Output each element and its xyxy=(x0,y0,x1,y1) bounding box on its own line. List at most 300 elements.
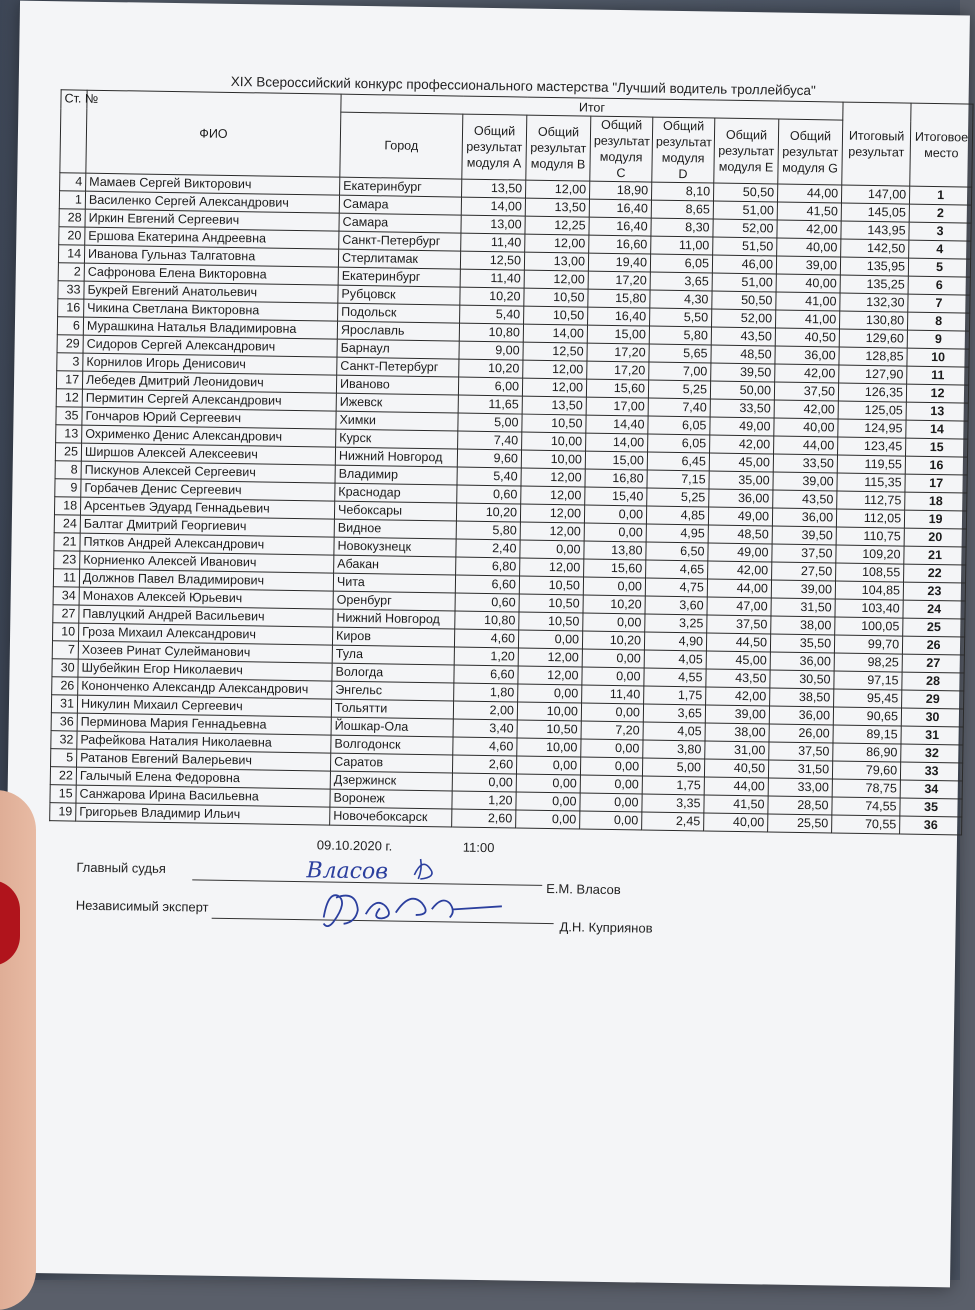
cell-module-a: 4,60 xyxy=(453,737,517,756)
cell-module-b: 10,50 xyxy=(519,594,583,613)
cell-place: 14 xyxy=(906,420,968,439)
cell-number: 28 xyxy=(59,209,85,227)
cell-module-c: 11,40 xyxy=(582,685,644,704)
cell-module-a: 5,40 xyxy=(457,467,521,486)
header-subtitle: Итог xyxy=(341,94,843,120)
cell-city: Санкт-Петербург xyxy=(339,231,461,251)
cell-module-a: 5,40 xyxy=(460,305,524,324)
cell-module-e: 37,50 xyxy=(707,615,771,634)
cell-module-g: 31,50 xyxy=(768,760,832,779)
cell-module-c: 0,00 xyxy=(582,667,644,686)
cell-module-e: 42,00 xyxy=(708,561,772,580)
cell-module-g: 37,50 xyxy=(774,382,838,401)
cell-place: 9 xyxy=(907,330,969,349)
cell-module-b: 12,00 xyxy=(524,270,588,289)
cell-place: 2 xyxy=(909,204,971,223)
cell-module-d: 4,95 xyxy=(646,524,708,543)
cell-module-g: 36,00 xyxy=(770,652,834,671)
cell-module-d: 4,55 xyxy=(644,668,706,687)
cell-module-d: 3,35 xyxy=(642,794,704,813)
cell-city: Абакан xyxy=(334,555,456,575)
cell-module-e: 38,00 xyxy=(705,723,769,742)
header-module-d: Общий результат модуля D xyxy=(652,117,715,183)
cell-module-e: 43,50 xyxy=(706,669,770,688)
cell-module-e: 36,00 xyxy=(709,489,773,508)
cell-total: 74,55 xyxy=(832,797,900,816)
cell-module-c: 0,00 xyxy=(584,523,646,542)
cell-module-g: 36,00 xyxy=(772,508,836,527)
cell-module-a: 9,60 xyxy=(457,449,521,468)
cell-total: 147,00 xyxy=(842,185,910,204)
cell-total: 110,75 xyxy=(836,527,904,546)
cell-module-d: 3,25 xyxy=(645,614,707,633)
cell-module-d: 4,65 xyxy=(646,560,708,579)
chief-judge-signature xyxy=(302,851,453,889)
cell-module-b: 12,00 xyxy=(518,666,582,685)
cell-module-b: 12,00 xyxy=(518,648,582,667)
cell-module-a: 5,00 xyxy=(458,413,522,432)
chief-judge-signature-text: Власов xyxy=(306,858,389,885)
cell-name: Перминова Мария Геннадьевна xyxy=(77,713,331,735)
cell-module-c: 15,80 xyxy=(588,289,650,308)
cell-place: 33 xyxy=(900,762,962,781)
cell-module-g: 40,00 xyxy=(776,274,840,293)
cell-module-c: 17,00 xyxy=(586,397,648,416)
cell-city: Саратов xyxy=(330,753,452,773)
cell-name: Иркин Евгений Сергеевич xyxy=(85,209,339,231)
cell-name: Иванова Гульназ Талгатовна xyxy=(84,245,338,267)
cell-module-e: 33,50 xyxy=(710,399,774,418)
cell-place: 12 xyxy=(906,384,968,403)
cell-module-d: 3,65 xyxy=(643,704,705,723)
cell-place: 8 xyxy=(908,312,970,331)
cell-number: 22 xyxy=(50,767,76,785)
cell-module-e: 44,00 xyxy=(707,579,771,598)
cell-module-b: 13,00 xyxy=(524,252,588,271)
cell-name: Рафейкова Наталия Николаевна xyxy=(77,731,331,753)
cell-module-g: 42,00 xyxy=(775,364,839,383)
cell-total: 99,70 xyxy=(834,635,902,654)
cell-module-g: 39,00 xyxy=(776,256,840,275)
cell-name: Корниенко Алексей Иванович xyxy=(80,551,334,573)
cell-place: 13 xyxy=(906,402,968,421)
cell-module-c: 16,40 xyxy=(588,307,650,326)
cell-module-d: 6,05 xyxy=(648,416,710,435)
cell-total: 145,05 xyxy=(841,203,909,222)
cell-module-d: 3,65 xyxy=(650,272,712,291)
cell-number: 27 xyxy=(53,605,79,623)
cell-module-e: 51,00 xyxy=(712,273,776,292)
cell-module-a: 2,40 xyxy=(456,539,520,558)
cell-module-b: 0,00 xyxy=(516,792,580,811)
cell-module-e: 39,50 xyxy=(711,363,775,382)
cell-module-d: 6,05 xyxy=(648,434,710,453)
cell-module-c: 18,90 xyxy=(590,181,652,200)
independent-expert-label: Независимый эксперт xyxy=(75,897,209,915)
cell-module-c: 14,40 xyxy=(586,415,648,434)
cell-module-c: 0,00 xyxy=(583,577,645,596)
cell-place: 15 xyxy=(906,438,968,457)
header-module-b: Общий результат модуля B xyxy=(526,115,591,181)
cell-module-a: 0,60 xyxy=(457,485,521,504)
cell-module-a: 2,00 xyxy=(453,701,517,720)
cell-module-d: 4,05 xyxy=(643,722,705,741)
cell-name: Горбачев Денис Сергеевич xyxy=(81,479,335,501)
results-table xyxy=(49,89,973,835)
cell-place: 3 xyxy=(909,222,971,241)
cell-number: 33 xyxy=(58,281,84,299)
cell-number: 23 xyxy=(54,551,80,569)
cell-city: Вологда xyxy=(332,663,454,683)
cell-module-g: 33,00 xyxy=(768,778,832,797)
cell-module-g: 28,50 xyxy=(768,796,832,815)
header-total: Итоговый результат xyxy=(842,102,911,186)
cell-name: Мурашкина Наталья Владимировна xyxy=(83,317,337,339)
cell-module-g: 36,00 xyxy=(769,706,833,725)
cell-number: 17 xyxy=(56,371,82,389)
cell-module-b: 12,00 xyxy=(520,558,584,577)
cell-module-c: 0,00 xyxy=(581,739,643,758)
header-city: Город xyxy=(340,112,463,179)
cell-city: Нижний Новгород xyxy=(333,609,455,629)
cell-place: 17 xyxy=(905,474,967,493)
cell-module-d: 6,45 xyxy=(647,452,709,471)
cell-module-g: 41,00 xyxy=(775,310,839,329)
cell-city: Ярославль xyxy=(337,321,459,341)
cell-module-g: 30,50 xyxy=(770,670,834,689)
cell-number: 25 xyxy=(55,443,81,461)
cell-number: 7 xyxy=(52,641,78,659)
cell-module-g: 39,00 xyxy=(773,472,837,491)
cell-module-d: 5,25 xyxy=(648,380,710,399)
cell-total: 132,30 xyxy=(840,293,908,312)
header-number: Ст. № xyxy=(60,90,87,173)
cell-module-b: 10,50 xyxy=(519,612,583,631)
cell-module-e: 31,00 xyxy=(705,741,769,760)
cell-module-e: 45,00 xyxy=(709,453,773,472)
cell-module-c: 16,40 xyxy=(589,217,651,236)
cell-city: Краснодар xyxy=(335,483,457,503)
cell-place: 24 xyxy=(903,600,965,619)
cell-module-g: 26,00 xyxy=(769,724,833,743)
cell-module-g: 40,00 xyxy=(777,238,841,257)
cell-city: Самара xyxy=(339,213,461,233)
cell-module-a: 6,00 xyxy=(458,377,522,396)
cell-module-e: 49,00 xyxy=(708,507,772,526)
cell-number: 6 xyxy=(57,317,83,335)
cell-name: Ширшов Алексей Алексеевич xyxy=(81,443,335,465)
cell-place: 31 xyxy=(901,726,963,745)
cell-module-e: 42,00 xyxy=(710,435,774,454)
cell-module-d: 11,00 xyxy=(651,236,713,255)
cell-city: Киров xyxy=(332,627,454,647)
cell-total: 125,05 xyxy=(838,401,906,420)
cell-total: 128,85 xyxy=(839,347,907,366)
cell-number: 20 xyxy=(59,227,85,245)
cell-city: Чебоксары xyxy=(334,501,456,521)
cell-number: 12 xyxy=(56,389,82,407)
cell-module-e: 40,00 xyxy=(704,813,768,832)
cell-module-e: 44,50 xyxy=(706,633,770,652)
cell-place: 20 xyxy=(904,528,966,547)
cell-module-g: 39,50 xyxy=(772,526,836,545)
cell-module-d: 3,60 xyxy=(645,596,707,615)
cell-module-c: 15,40 xyxy=(585,487,647,506)
cell-module-c: 0,00 xyxy=(584,505,646,524)
cell-module-c: 10,20 xyxy=(582,631,644,650)
cell-module-e: 47,00 xyxy=(707,597,771,616)
cell-city: Новочебоксарск xyxy=(330,807,452,827)
cell-module-d: 6,05 xyxy=(650,254,712,273)
cell-total: 115,35 xyxy=(837,473,905,492)
cell-module-c: 17,20 xyxy=(587,361,649,380)
cell-module-e: 49,00 xyxy=(708,543,772,562)
cell-module-c: 15,00 xyxy=(585,451,647,470)
cell-city: Иваново xyxy=(336,375,458,395)
cell-name: Сидоров Сергей Александрович xyxy=(83,335,337,357)
cell-place: 28 xyxy=(902,672,964,691)
cell-place: 4 xyxy=(909,240,971,259)
cell-place: 6 xyxy=(908,276,970,295)
cell-number: 19 xyxy=(50,803,76,821)
cell-name: Охрименко Денис Александрович xyxy=(82,425,336,447)
cell-module-d: 7,00 xyxy=(649,362,711,381)
cell-number: 1 xyxy=(59,191,85,209)
cell-city: Владимир xyxy=(335,465,457,485)
cell-place: 23 xyxy=(903,582,965,601)
cell-place: 11 xyxy=(907,366,969,385)
document-date: 09.10.2020 г. xyxy=(316,837,393,854)
cell-module-a: 10,80 xyxy=(455,611,519,630)
cell-module-b: 0,00 xyxy=(520,540,584,559)
cell-module-d: 3,80 xyxy=(643,740,705,759)
cell-city: Оренбург xyxy=(333,591,455,611)
cell-module-c: 0,00 xyxy=(580,757,642,776)
cell-place: 16 xyxy=(905,456,967,475)
cell-module-b: 0,00 xyxy=(516,756,580,775)
cell-module-b: 10,50 xyxy=(519,576,583,595)
cell-name: Галычый Елена Федоровна xyxy=(76,767,330,789)
hand-holding-sheet xyxy=(0,790,36,1310)
cell-module-a: 6,60 xyxy=(454,665,518,684)
cell-name: Ершова Екатерина Андреевна xyxy=(85,227,339,249)
cell-city: Нижний Новгород xyxy=(335,447,457,467)
cell-module-e: 49,00 xyxy=(710,417,774,436)
cell-name: Шубейкин Егор Николаевич xyxy=(78,659,332,681)
cell-module-a: 2,60 xyxy=(452,755,516,774)
cell-place: 32 xyxy=(901,744,963,763)
cell-module-d: 8,30 xyxy=(651,218,713,237)
cell-module-g: 38,00 xyxy=(771,616,835,635)
cell-number: 13 xyxy=(56,425,82,443)
cell-module-c: 0,00 xyxy=(583,613,645,632)
cell-place: 19 xyxy=(904,510,966,529)
cell-module-e: 52,00 xyxy=(712,309,776,328)
cell-module-e: 52,00 xyxy=(713,219,777,238)
cell-module-e: 48,50 xyxy=(708,525,772,544)
cell-module-c: 7,20 xyxy=(581,721,643,740)
cell-module-b: 0,00 xyxy=(518,630,582,649)
cell-total: 126,35 xyxy=(838,383,906,402)
cell-name: Гроза Михаил Александрович xyxy=(78,623,332,645)
cell-number: 24 xyxy=(54,515,80,533)
cell-number: 15 xyxy=(50,785,76,803)
cell-module-g: 40,50 xyxy=(775,328,839,347)
cell-city: Екатеринбург xyxy=(338,267,460,287)
cell-module-c: 13,80 xyxy=(584,541,646,560)
cell-module-a: 11,40 xyxy=(460,269,524,288)
cell-total: 124,95 xyxy=(838,419,906,438)
cell-module-e: 48,50 xyxy=(711,345,775,364)
cell-place: 34 xyxy=(900,780,962,799)
cell-total: 129,60 xyxy=(839,329,907,348)
cell-module-a: 6,80 xyxy=(456,557,520,576)
cell-name: Никулин Михаил Сергеевич xyxy=(77,695,331,717)
results-body xyxy=(50,173,972,835)
cell-module-c: 0,00 xyxy=(580,793,642,812)
header-name: ФИО xyxy=(86,90,341,177)
cell-place: 1 xyxy=(910,186,972,205)
cell-module-a: 10,20 xyxy=(460,287,524,306)
cell-city: Подольск xyxy=(338,303,460,323)
cell-number: 16 xyxy=(58,299,84,317)
cell-city: Ижевск xyxy=(336,393,458,413)
cell-module-e: 42,00 xyxy=(706,687,770,706)
cell-module-c: 0,00 xyxy=(581,703,643,722)
paper-sheet xyxy=(0,1,970,1288)
cell-total: 104,85 xyxy=(835,581,903,600)
cell-number: 35 xyxy=(56,407,82,425)
cell-number: 31 xyxy=(51,695,77,713)
cell-module-d: 4,30 xyxy=(650,290,712,309)
cell-module-d: 7,15 xyxy=(647,470,709,489)
cell-module-a: 10,20 xyxy=(459,359,523,378)
cell-total: 100,05 xyxy=(835,617,903,636)
cell-module-b: 10,50 xyxy=(517,720,581,739)
cell-name: Букрей Евгений Анатольевич xyxy=(84,281,338,303)
cell-module-a: 11,40 xyxy=(461,233,525,252)
cell-module-c: 16,60 xyxy=(589,235,651,254)
cell-module-b: 10,00 xyxy=(517,738,581,757)
cell-module-g: 38,50 xyxy=(770,688,834,707)
cell-module-a: 1,20 xyxy=(452,791,516,810)
cell-city: Санкт-Петербург xyxy=(337,357,459,377)
cell-module-a: 11,65 xyxy=(458,395,522,414)
cell-name: Ратанов Евгений Валерьевич xyxy=(77,749,331,771)
cell-module-d: 4,90 xyxy=(644,632,706,651)
cell-place: 18 xyxy=(905,492,967,511)
cell-module-g: 42,00 xyxy=(774,400,838,419)
cell-place: 25 xyxy=(903,618,965,637)
cell-module-d: 5,65 xyxy=(649,344,711,363)
cell-module-d: 5,80 xyxy=(649,326,711,345)
cell-module-c: 0,00 xyxy=(580,811,642,830)
cell-module-b: 12,00 xyxy=(523,360,587,379)
cell-module-d: 8,10 xyxy=(651,182,713,201)
cell-module-a: 4,60 xyxy=(454,629,518,648)
cell-module-c: 0,00 xyxy=(580,775,642,794)
cell-total: 112,05 xyxy=(836,509,904,528)
cell-module-b: 10,00 xyxy=(522,432,586,451)
cell-module-c: 15,60 xyxy=(584,559,646,578)
cell-module-e: 35,00 xyxy=(709,471,773,490)
cell-module-a: 3,40 xyxy=(453,719,517,738)
cell-name: Арсентьев Эдуард Геннадьевич xyxy=(80,497,334,519)
cell-total: 112,75 xyxy=(837,491,905,510)
cell-module-c: 14,00 xyxy=(586,433,648,452)
cell-city: Новокузнецк xyxy=(334,537,456,557)
cell-module-b: 12,00 xyxy=(521,468,585,487)
cell-city: Екатеринбург xyxy=(340,177,462,197)
cell-total: 103,40 xyxy=(835,599,903,618)
cell-module-d: 5,25 xyxy=(647,488,709,507)
cell-module-a: 7,40 xyxy=(458,431,522,450)
cell-module-g: 35,50 xyxy=(770,634,834,653)
cell-name: Сафронова Елена Викторовна xyxy=(84,263,338,285)
cell-module-a: 6,60 xyxy=(455,575,519,594)
cell-place: 5 xyxy=(908,258,970,277)
cell-total: 98,25 xyxy=(834,653,902,672)
cell-name: Гончаров Юрий Сергеевич xyxy=(82,407,336,429)
cell-city: Воронеж xyxy=(330,789,452,809)
document-title: XIX Всероссийский конкурс профессионального мастерства "Лучший водитель троллейбуса" xyxy=(230,73,816,99)
cell-module-c: 16,80 xyxy=(585,469,647,488)
cell-module-e: 50,50 xyxy=(712,291,776,310)
cell-module-g: 40,00 xyxy=(774,418,838,437)
cell-module-e: 46,00 xyxy=(712,255,776,274)
cell-module-d: 2,45 xyxy=(642,812,704,831)
cell-number: 11 xyxy=(53,569,79,587)
cell-module-g: 41,00 xyxy=(776,292,840,311)
cell-number: 32 xyxy=(51,731,77,749)
cell-module-c: 17,20 xyxy=(588,271,650,290)
cell-module-e: 41,50 xyxy=(704,795,768,814)
cell-city: Самара xyxy=(339,195,461,215)
cell-module-b: 12,00 xyxy=(520,522,584,541)
cell-module-c: 0,00 xyxy=(582,649,644,668)
cell-module-e: 50,50 xyxy=(713,183,777,202)
cell-place: 27 xyxy=(902,654,964,673)
cell-number: 8 xyxy=(55,461,81,479)
cell-module-e: 43,50 xyxy=(711,327,775,346)
cell-module-e: 51,00 xyxy=(713,201,777,220)
cell-city: Видное xyxy=(334,519,456,539)
cell-number: 29 xyxy=(57,335,83,353)
cell-module-a: 0,00 xyxy=(452,773,516,792)
header-place: Итоговое место xyxy=(910,103,973,187)
cell-name: Лебедев Дмитрий Леонидович xyxy=(82,371,336,393)
cell-total: 108,55 xyxy=(836,563,904,582)
cell-name: Кононченко Александр Александрович xyxy=(78,677,332,699)
cell-number: 4 xyxy=(60,173,86,191)
cell-name: Василенко Сергей Александрович xyxy=(85,191,339,213)
cell-city: Курск xyxy=(336,429,458,449)
cell-city: Барнаул xyxy=(337,339,459,359)
cell-module-b: 12,50 xyxy=(523,342,587,361)
cell-place: 36 xyxy=(900,816,962,835)
independent-expert-name: Д.Н. Куприянов xyxy=(559,919,653,936)
cell-module-b: 13,50 xyxy=(525,198,589,217)
cell-total: 78,75 xyxy=(832,779,900,798)
cell-module-g: 37,50 xyxy=(769,742,833,761)
cell-module-b: 0,00 xyxy=(516,810,580,829)
cell-module-g: 33,50 xyxy=(773,454,837,473)
cell-module-e: 40,50 xyxy=(704,759,768,778)
cell-name: Должнов Павел Владимирович xyxy=(79,569,333,591)
cell-module-d: 1,75 xyxy=(644,686,706,705)
cell-module-a: 0,60 xyxy=(455,593,519,612)
cell-module-b: 10,50 xyxy=(522,414,586,433)
